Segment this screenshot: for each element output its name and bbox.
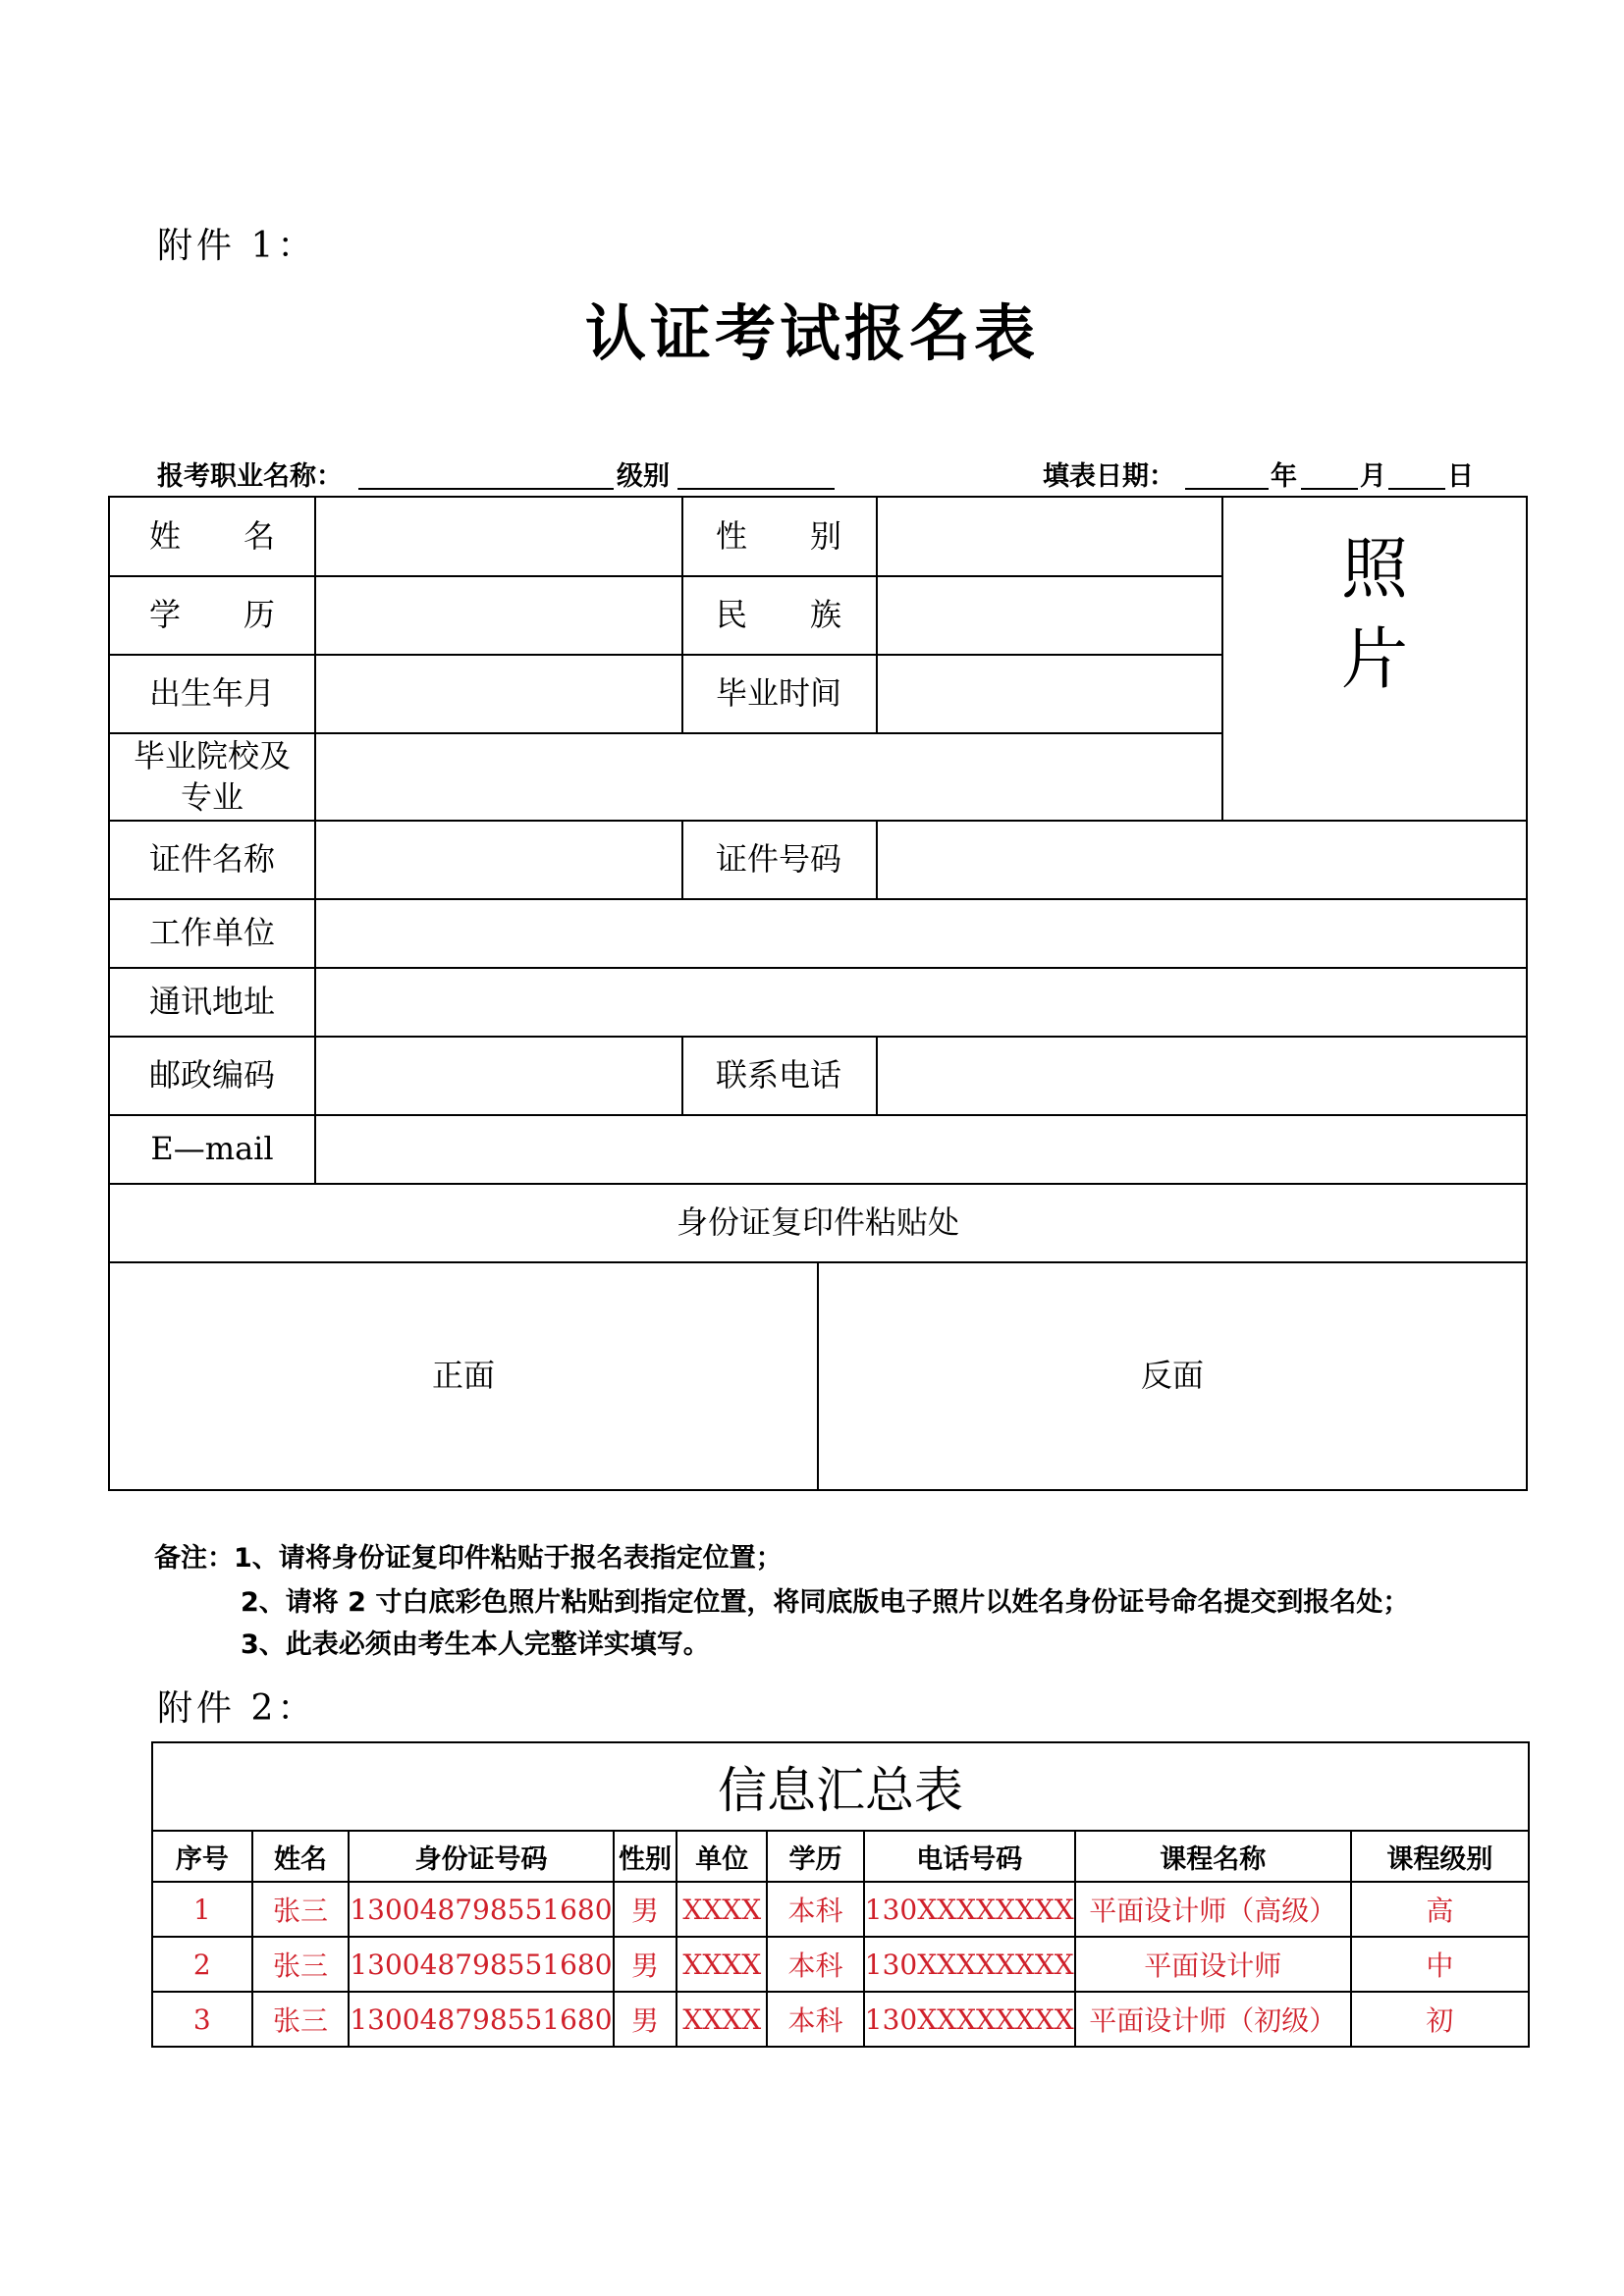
cell-employer: XXXX (677, 1882, 767, 1937)
registration-form (108, 496, 1528, 1491)
gender-label: 性 别 (715, 517, 841, 556)
id-type-label: 证件名称 (148, 840, 275, 879)
cell-id-number: 130048798551680 (349, 1882, 613, 1937)
cell-gender: 男 (614, 1937, 677, 1992)
col-course: 课程名称 (1075, 1831, 1351, 1882)
birth-label: 出生年月 (148, 674, 275, 713)
col-index: 序号 (152, 1831, 252, 1882)
cell-id-number: 130048798551680 (349, 1937, 613, 1992)
attachment1-label: 附件 1： (157, 226, 317, 266)
cell-phone: 130XXXXXXXX (864, 1992, 1075, 2047)
education-label: 学 历 (148, 596, 275, 634)
cell-course: 平面设计师（高级） (1075, 1882, 1351, 1937)
graduation-time-label: 毕业时间 (715, 674, 841, 713)
cell-course-level: 高 (1351, 1882, 1529, 1937)
school-major-label: 毕业院校及专业 (133, 736, 291, 816)
occupation-input[interactable] (358, 488, 614, 490)
photo-label-line1: 照 (1340, 531, 1408, 610)
note-line-2: 2、请将 2 寸白底彩色照片粘贴到指定位置，将同底版电子照片以姓名身份证号命名提交到报名处； (241, 1587, 1410, 1618)
employer-input[interactable] (316, 899, 1526, 967)
ethnicity-input[interactable] (878, 576, 1221, 654)
cell-employer: XXXX (677, 1992, 767, 2047)
address-input[interactable] (316, 968, 1526, 1036)
col-phone: 电话号码 (864, 1831, 1075, 1882)
cell-name: 张三 (252, 1937, 350, 1992)
day-label: 日 (1447, 461, 1474, 492)
postcode-input[interactable] (316, 1037, 681, 1114)
gender-input[interactable] (878, 498, 1221, 575)
ethnicity-label: 民 族 (715, 596, 841, 634)
cell-phone: 130XXXXXXXX (864, 1937, 1075, 1992)
cell-index: 2 (152, 1937, 252, 1992)
col-gender: 性别 (614, 1831, 677, 1882)
col-education: 学历 (767, 1831, 864, 1882)
cell-course: 平面设计师 (1075, 1937, 1351, 1992)
col-id-number: 身份证号码 (349, 1831, 613, 1882)
cell-gender: 男 (614, 1882, 677, 1937)
address-label: 通讯地址 (148, 983, 275, 1021)
col-employer: 单位 (677, 1831, 767, 1882)
id-copy-title: 身份证复印件粘贴处 (676, 1203, 959, 1242)
cell-course-level: 中 (1351, 1937, 1529, 1992)
table-row (152, 1882, 1529, 1937)
level-input[interactable] (677, 488, 835, 490)
email-label: E—mail (150, 1130, 274, 1168)
phone-label: 联系电话 (715, 1056, 841, 1095)
note-line-1: 备注：1、请将身份证复印件粘贴于报名表指定位置； (154, 1543, 783, 1574)
year-input[interactable] (1185, 488, 1269, 490)
cell-name: 张三 (252, 1882, 350, 1937)
level-label: 级别 (617, 461, 670, 492)
col-course-level: 课程级别 (1351, 1831, 1529, 1882)
cell-education: 本科 (767, 1992, 864, 2047)
note-line-3: 3、此表必须由考生本人完整详实填写。 (241, 1629, 710, 1660)
phone-input[interactable] (878, 1037, 1526, 1114)
col-name: 姓名 (252, 1831, 350, 1882)
day-input[interactable] (1388, 488, 1445, 490)
email-input[interactable] (316, 1115, 1526, 1183)
summary-table (151, 1741, 1530, 2048)
form-title: 认证考试报名表 (584, 297, 1039, 369)
cell-employer: XXXX (677, 1937, 767, 1992)
month-label: 月 (1360, 461, 1386, 492)
attachment2-label: 附件 2： (157, 1688, 317, 1729)
id-back-area[interactable]: 反面 (1140, 1356, 1204, 1394)
cell-course: 平面设计师（初级） (1075, 1992, 1351, 2047)
occupation-label: 报考职业名称： (157, 461, 343, 492)
table-row (152, 1937, 1529, 1992)
cell-phone: 130XXXXXXXX (864, 1882, 1075, 1937)
cell-education: 本科 (767, 1882, 864, 1937)
photo-label-line2: 片 (1340, 621, 1408, 699)
employer-label: 工作单位 (148, 914, 275, 952)
summary-header-row (152, 1831, 1529, 1882)
summary-title: 信息汇总表 (152, 1742, 1529, 1831)
cell-gender: 男 (614, 1992, 677, 2047)
education-input[interactable] (316, 576, 681, 654)
cell-education: 本科 (767, 1937, 864, 1992)
cell-course-level: 初 (1351, 1992, 1529, 2047)
cell-name: 张三 (252, 1992, 350, 2047)
id-number-input[interactable] (878, 821, 1526, 898)
photo-box[interactable] (1223, 531, 1526, 699)
cell-index: 1 (152, 1882, 252, 1937)
table-row (152, 1992, 1529, 2047)
id-number-label: 证件号码 (715, 840, 841, 879)
year-label: 年 (1271, 461, 1297, 492)
cell-id-number: 130048798551680 (349, 1992, 613, 2047)
name-input[interactable] (316, 498, 681, 575)
graduation-time-input[interactable] (878, 655, 1221, 732)
id-front-area[interactable]: 正面 (431, 1356, 495, 1394)
id-type-input[interactable] (316, 821, 681, 898)
name-label: 姓 名 (148, 517, 275, 556)
cell-index: 3 (152, 1992, 252, 2047)
postcode-label: 邮政编码 (148, 1056, 275, 1095)
school-major-input[interactable] (316, 733, 1221, 820)
birth-input[interactable] (316, 655, 681, 732)
month-input[interactable] (1301, 488, 1358, 490)
date-label: 填表日期： (1043, 461, 1175, 492)
